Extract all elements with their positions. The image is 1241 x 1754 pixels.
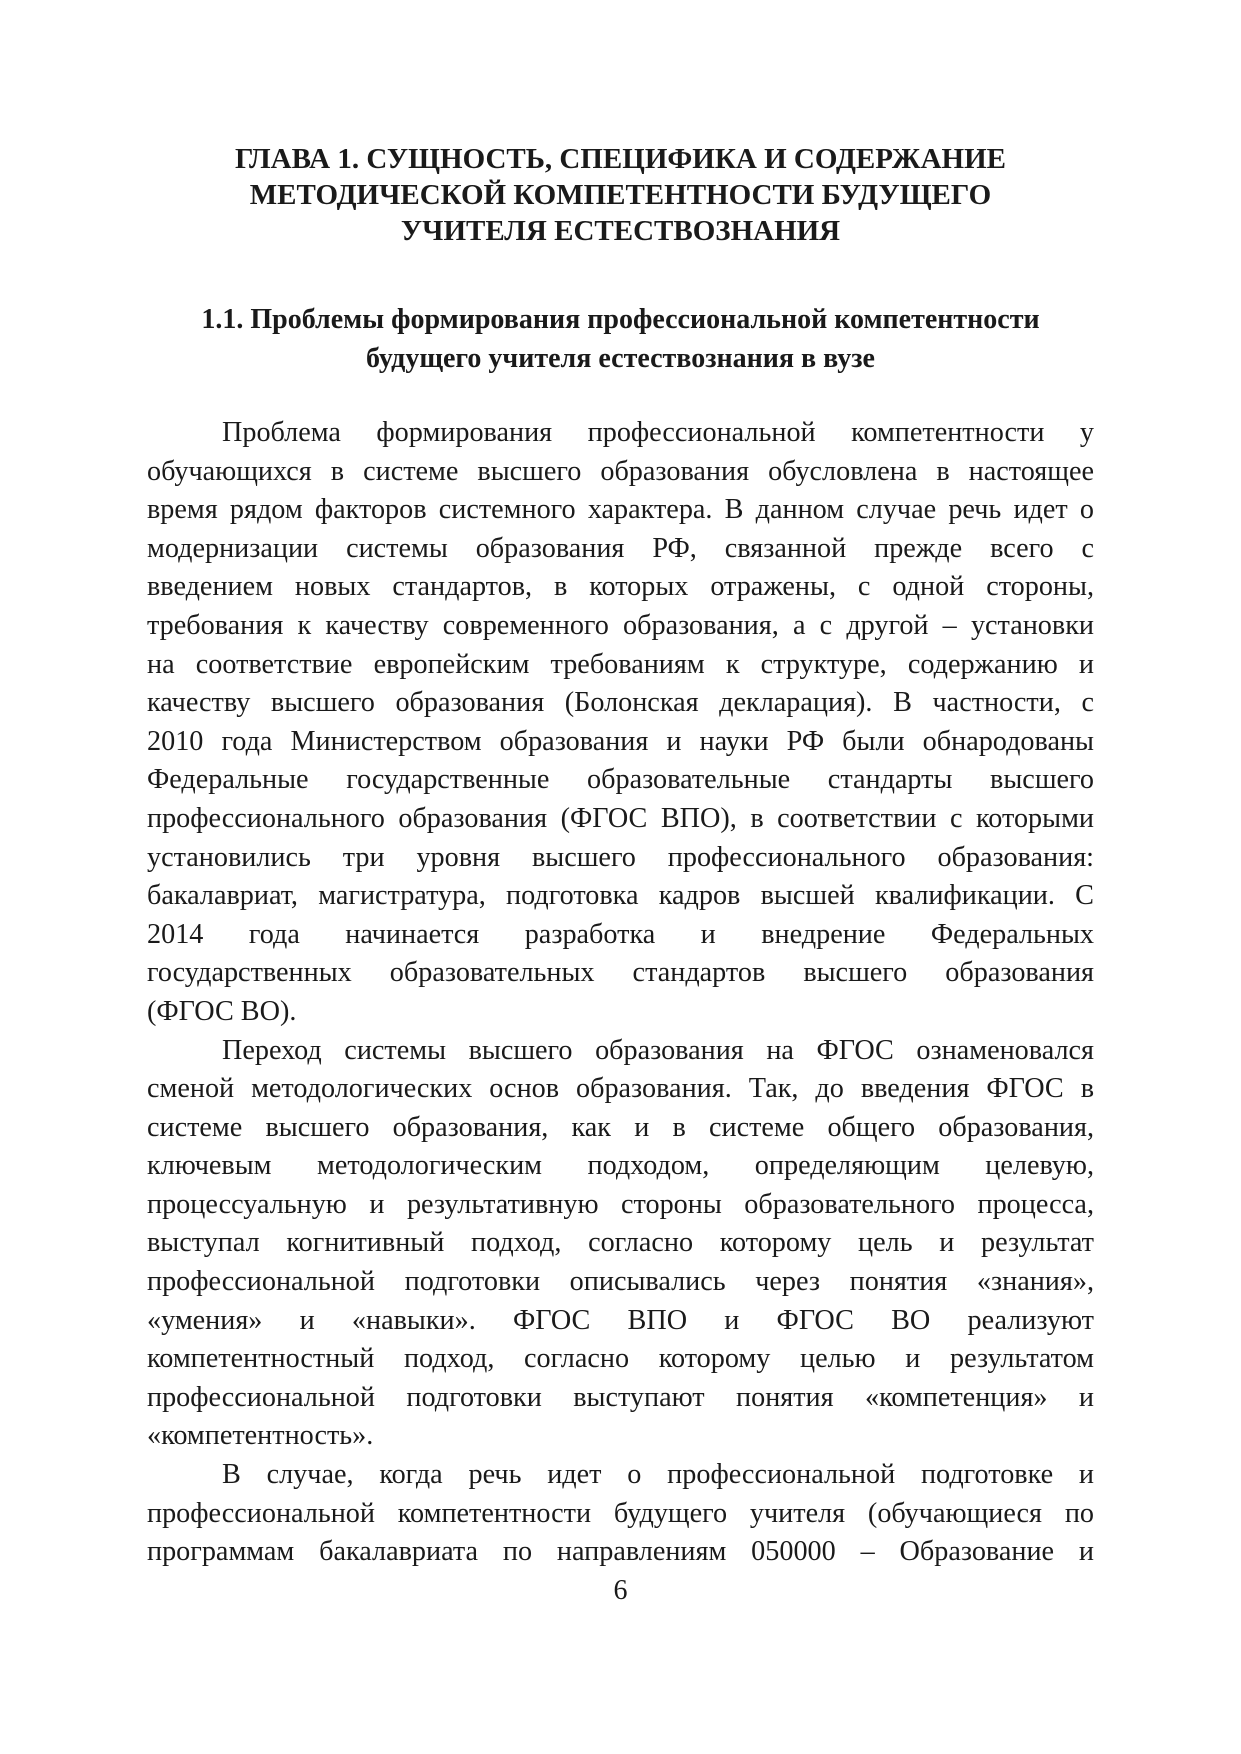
text-line: требования к качеству современного образования, а с другой – установки xyxy=(147,609,1094,641)
text-line: Федеральные государственные образовательные стандарты высшего xyxy=(147,764,1094,796)
text-line: системе высшего образования, как и в системе общего образования, xyxy=(147,1111,1094,1143)
text-line: установились три уровня высшего профессионального образования: xyxy=(147,841,1094,873)
text-line: выступал когнитивный подход, согласно которому цель и результат xyxy=(147,1227,1094,1259)
text-line: профессиональной подготовки выступают понятия «компетенция» и xyxy=(147,1381,1094,1413)
text-line: время рядом факторов системного характера. В данном случае речь идет о xyxy=(147,494,1094,526)
text-line: (ФГОС ВО). xyxy=(147,995,297,1027)
text-line: 2010 года Министерством образования и науки РФ были обнародованы xyxy=(147,725,1094,757)
text-line: «умения» и «навыки». ФГОС ВПО и ФГОС ВО реализуют xyxy=(147,1304,1094,1336)
text-line: Проблема формирования профессиональной компетентности у xyxy=(222,417,1094,448)
text-line: профессиональной подготовки описывались через понятия «знания», xyxy=(147,1266,1094,1298)
text-line: В случае, когда речь идет о профессиональной подготовке и xyxy=(222,1459,1094,1491)
text-line: процессуальную и результативную стороны образовательного процесса, xyxy=(147,1188,1094,1220)
chapter-title-line: ГЛАВА 1. СУЩНОСТЬ, СПЕЦИФИКА И СОДЕРЖАНИЕ xyxy=(234,143,1007,175)
text-line: государственных образовательных стандартов высшего образования xyxy=(147,957,1094,989)
paragraph-2 xyxy=(147,1032,1094,1457)
text-line: ключевым методологическим подходом, определяющим целевую, xyxy=(147,1150,1094,1182)
chapter-title-line: УЧИТЕЛЯ ЕСТЕСТВОЗНАНИЯ xyxy=(400,215,841,247)
chapter-title xyxy=(147,141,1094,249)
section-title-line: 1.1. Проблемы формирования профессиональной компетентности xyxy=(201,304,1040,335)
text-line: «компетентность». xyxy=(147,1420,374,1452)
text-line: на соответствие европейским требованиям к структуре, содержанию и xyxy=(147,648,1094,680)
text-line: Переход системы высшего образования на ФГОС ознаменовался xyxy=(222,1034,1094,1066)
section-title xyxy=(147,300,1094,378)
chapter-title-line: МЕТОДИЧЕСКОЙ КОМПЕТЕНТНОСТИ БУДУЩЕГО xyxy=(249,179,992,211)
text-line: введением новых стандартов, в которых отражены, с одной стороны, xyxy=(147,571,1094,603)
text-line: программам бакалавриата по направлениям 050000 – Образование и xyxy=(147,1536,1094,1568)
text-line: профессионального образования (ФГОС ВПО), в соответствии с которыми xyxy=(147,802,1094,834)
text-line: обучающихся в системе высшего образования обусловлена в настоящее xyxy=(147,455,1094,487)
text-line: компетентностный подход, согласно которому целью и результатом xyxy=(147,1343,1094,1375)
text-line: бакалавриат, магистратура, подготовка кадров высшей квалификации. С xyxy=(147,880,1094,912)
paragraph-3 xyxy=(147,1456,1094,1572)
section-title-line: будущего учителя естествознания в вузе xyxy=(366,343,875,374)
body-text xyxy=(147,414,1094,1572)
text-line: модернизации системы образования РФ, связанной прежде всего с xyxy=(147,532,1094,564)
text-line: качеству высшего образования (Болонская декларация). В частности, с xyxy=(147,687,1094,719)
text-line: профессиональной компетентности будущего учителя (обучающиеся по xyxy=(147,1497,1094,1529)
text-line: 2014 года начинается разработка и внедрение Федеральных xyxy=(147,918,1094,950)
text-line: сменой методологических основ образования. Так, до введения ФГОС в xyxy=(147,1073,1094,1105)
page-number: 6 xyxy=(613,1575,628,1606)
paragraph-1 xyxy=(147,414,1094,1032)
